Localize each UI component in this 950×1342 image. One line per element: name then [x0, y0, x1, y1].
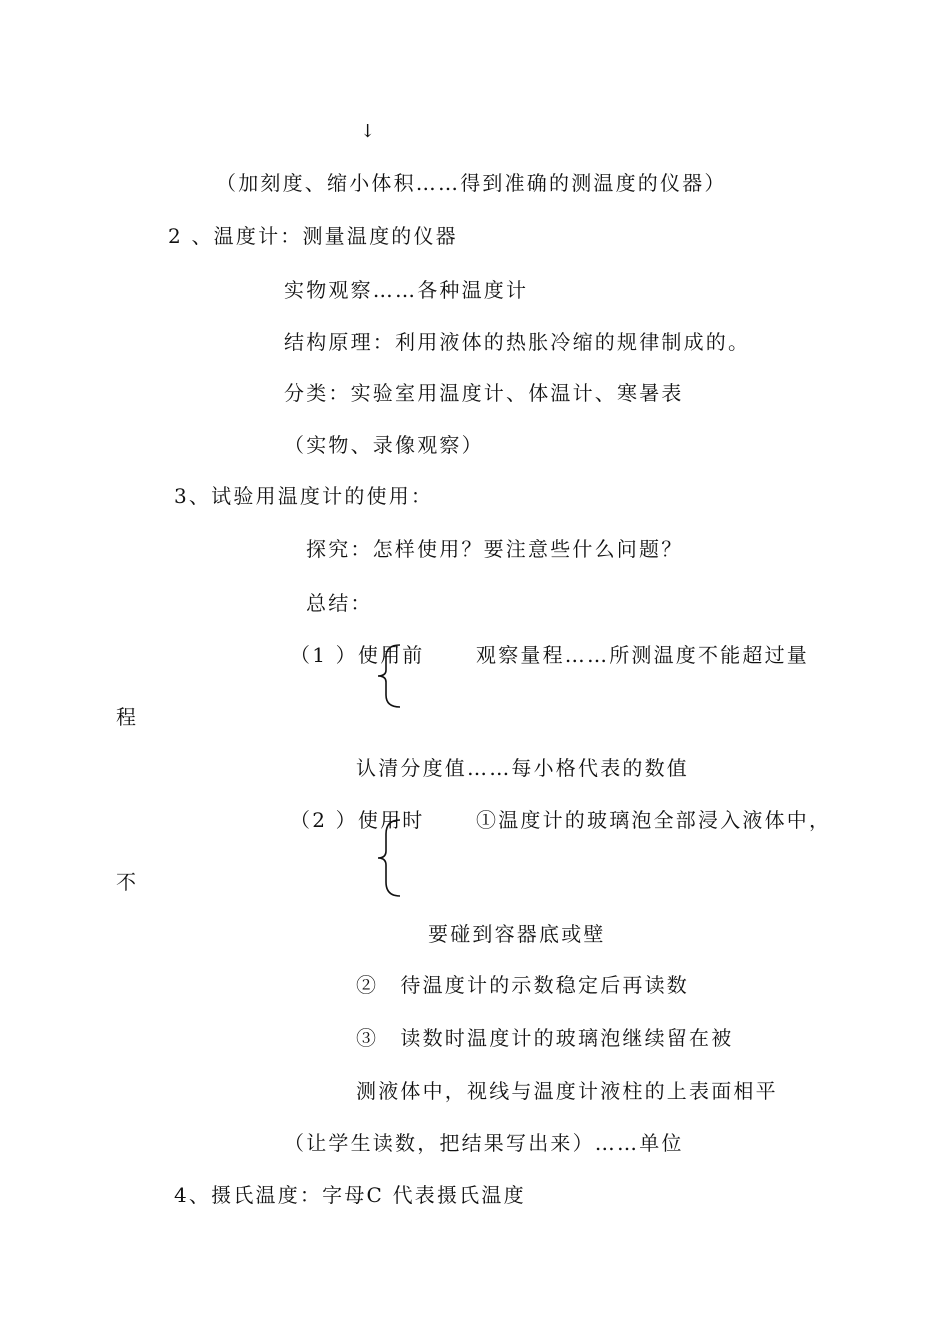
text-line-observation: 实物观察……各种温度计	[284, 278, 529, 302]
left-curly-brace-icon	[376, 818, 406, 898]
text-line-wait-stable: ② 待温度计的示数稳定后再读数	[356, 973, 689, 997]
text-line-classification: 分类：实验室用温度计、体温计、寒暑表	[284, 381, 684, 405]
text-line-avoid-container: 要碰到容器底或壁	[428, 922, 606, 946]
text-line-observe-range: 观察量程……所测温度不能超过量	[476, 643, 809, 667]
text-line-explore-question: 探究：怎样使用？要注意些什么问题？	[306, 537, 684, 561]
text-line-usage-heading: 3、试验用温度计的使用：	[174, 484, 434, 508]
text-line-range-continued: 程	[116, 705, 139, 729]
text-line-student-reading: （让学生读数，把结果写出来）……单位	[284, 1131, 684, 1155]
text-line-structure-principle: 结构原理：利用液体的热胀冷缩的规律制成的。	[284, 330, 751, 354]
text-line-thermometer-heading: 2 、温度计：测量温度的仪器	[168, 224, 458, 248]
text-line-summary-label: 总结：	[306, 591, 373, 615]
text-line-video-observation: （实物、录像观察）	[284, 433, 484, 457]
left-curly-brace-icon	[376, 643, 406, 709]
text-line-not-continued: 不	[116, 870, 139, 894]
text-line-immerse-bulb: ①温度计的玻璃泡全部浸入液体中，	[476, 808, 832, 832]
down-arrow-icon: ↓	[360, 121, 376, 142]
text-line-reading-bulb: ③ 读数时温度计的玻璃泡继续留在被	[356, 1026, 734, 1050]
text-line-scale-note: （加刻度、缩小体积……得到准确的测温度的仪器）	[216, 171, 727, 195]
text-line-sight-level: 测液体中，视线与温度计液柱的上表面相平	[356, 1079, 778, 1103]
text-line-division-value: 认清分度值……每小格代表的数值	[356, 756, 689, 780]
text-line-before-use: （1 ）使用前	[290, 643, 425, 667]
text-line-celsius: 4、摄氏温度：字母C 代表摄氏温度	[174, 1183, 526, 1207]
text-line-during-use: （2 ）使用时	[290, 808, 425, 832]
